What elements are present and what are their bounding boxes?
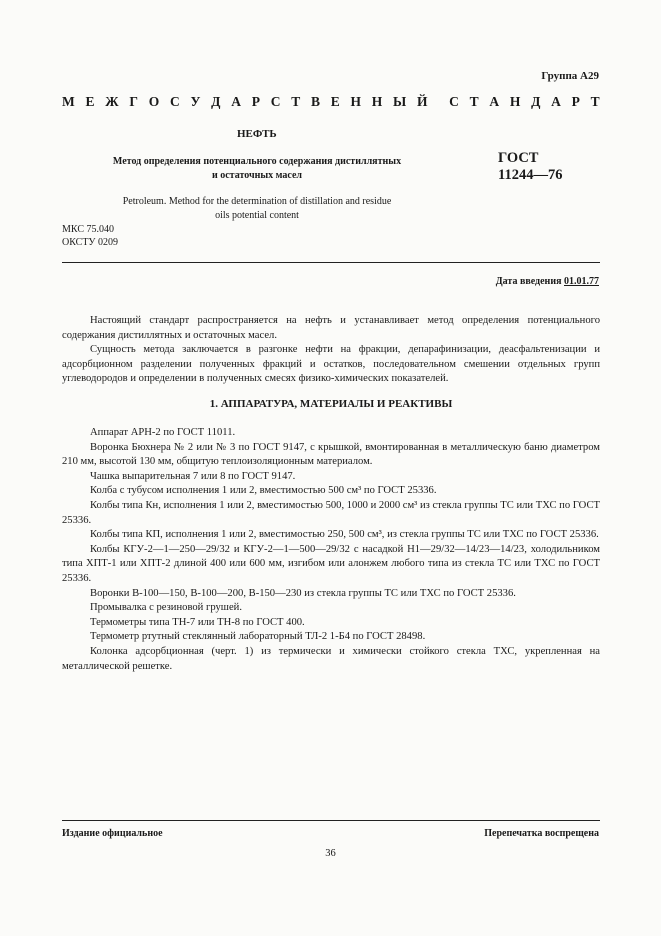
list-item: Аппарат АРН-2 по ГОСТ 11011. — [90, 427, 236, 438]
group-label: Группа А29 — [541, 70, 599, 82]
subtitle-ru-line: и остаточных масел — [211, 170, 303, 181]
intro-date — [496, 276, 599, 287]
footer-divider — [62, 820, 600, 821]
banner-letter: А — [489, 94, 500, 109]
intro-text — [62, 314, 600, 387]
mks-code: МКС 75.040 — [62, 224, 114, 235]
banner-letter: Д — [211, 94, 221, 109]
gost-designation — [498, 150, 562, 184]
banner-letter: Н — [509, 94, 521, 109]
intro-date-label: Дата введения — [495, 276, 562, 287]
banner-letter: С — [449, 94, 459, 109]
banner-letter: У — [190, 94, 201, 109]
banner-letter: Р — [571, 94, 580, 109]
standard-banner — [62, 94, 600, 110]
list-item: Чашка выпарительная 7 или 8 по ГОСТ 9147. — [90, 470, 296, 482]
banner-letter: О — [148, 94, 160, 109]
subtitle-en-line: Petroleum. Method for the determination of distillation and residue — [122, 196, 392, 207]
banner-letter: Н — [350, 94, 362, 109]
list-item: Термометр ртутный стеклянный лабораторный ТЛ-2 1-Б4 по ГОСТ 28498. — [90, 631, 426, 643]
paragraph: Сущность метода заключается в разгонке нефти на фракции, депарафинизации, деасфальтенизации и адсорбционном разделении полученных фракций и остатков, последовательном смешении отдельных групп углеводородов и определении в полученных смесях физико-химических показателей. — [62, 344, 600, 385]
banner-letter: С — [270, 94, 281, 109]
list-item: Колонка адсорбционная (черт. 1) из термически и химически стойкого стекла ТХС, укрепленная на металлической решетке. — [62, 645, 600, 672]
list-item: Колбы типа КП, исполнения 1 или 2, вместимостью 250, 500 см³, из стекла группы ТС или ТХС по ГОСТ 25336. — [90, 529, 599, 541]
banner-letter: Ж — [105, 94, 119, 109]
list-item: Термометры типа ТН-7 или ТН-8 по ГОСТ 400. — [90, 616, 305, 628]
official-edition-label: Издание официальное — [62, 828, 163, 839]
banner-letter: А — [551, 94, 561, 109]
gost-number: 11244—76 — [498, 167, 563, 183]
banner-letter: Г — [129, 94, 138, 109]
banner-letter: Ы — [393, 94, 407, 109]
list-item: Воронка Бюхнера № 2 или № 3 по ГОСТ 9147, с крышкой, вмонтированная в металлическую баню диаметром 210 мм, высотой 130 мм, общитую теплоизоляционным материалом. — [62, 441, 600, 468]
reprint-prohibited-label: Перепечатка воспрещена — [484, 828, 599, 839]
banner-letter: Д — [531, 94, 541, 109]
banner-letter: А — [231, 94, 241, 109]
list-item: Промывалка с резиновой грушей. — [90, 602, 242, 614]
subtitle-en-line: oils potential content — [215, 210, 299, 221]
okstu-code: ОКСТУ 0209 — [62, 237, 119, 248]
document-subtitle-ru — [92, 155, 422, 183]
banner-letter: В — [310, 94, 320, 109]
document-title: НЕФТЬ — [237, 128, 277, 140]
document-subtitle-en — [92, 195, 422, 223]
banner-letter: Е — [85, 94, 95, 109]
classification-codes — [62, 223, 118, 249]
banner-letter: Р — [251, 94, 260, 109]
banner-letter: С — [169, 94, 180, 109]
paragraph: Настоящий стандарт распространяется на нефть и устанавливает метод определения потенциального содержания дистиллятных и остаточных масел. — [62, 315, 600, 341]
banner-letter: Й — [417, 94, 428, 109]
banner-letter: Т — [291, 94, 301, 109]
subtitle-ru-line: Метод определения потенциального содержания дистиллятных — [112, 156, 402, 167]
banner-letter: Е — [330, 94, 340, 109]
header-divider — [62, 262, 600, 263]
section-heading: 1. АППАРАТУРА, МАТЕРИАЛЫ И РЕАКТИВЫ — [209, 398, 453, 410]
list-item: Воронки В-100—150, В-100—200, В-150—230 из стекла группы ТС или ТХС по ГОСТ 25336. — [90, 587, 516, 599]
page-number: 36 — [325, 848, 336, 859]
banner-letter: Т — [590, 94, 600, 109]
banner-letter: М — [62, 94, 75, 109]
list-item: Колбы типа Кн, исполнения 1 или 2, вместимостью 500, 1000 и 2000 см³ из стекла группы ТС или ТХС по ГОСТ 25336. — [62, 499, 600, 526]
intro-date-value: 01.01.77 — [564, 276, 599, 287]
banner-letter: Т — [469, 94, 479, 109]
equipment-list — [62, 426, 600, 674]
banner-letter: Н — [371, 94, 383, 109]
gost-label: ГОСТ — [498, 150, 539, 166]
list-item: Колба с тубусом исполнения 1 или 2, вместимостью 500 см³ по ГОСТ 25336. — [90, 485, 437, 497]
list-item: Колбы КГУ-2—1—250—29/32 и КГУ-2—1—500—29/32 с насадкой Н1—29/32—14/23—14/23, холодильником типа ХПТ-1 или ХПТ-2 длиной 400 или 600 мм, изгибом или алонжем любого типа из стекла ТС или ТХС по ГОСТ 25336. — [62, 543, 600, 584]
